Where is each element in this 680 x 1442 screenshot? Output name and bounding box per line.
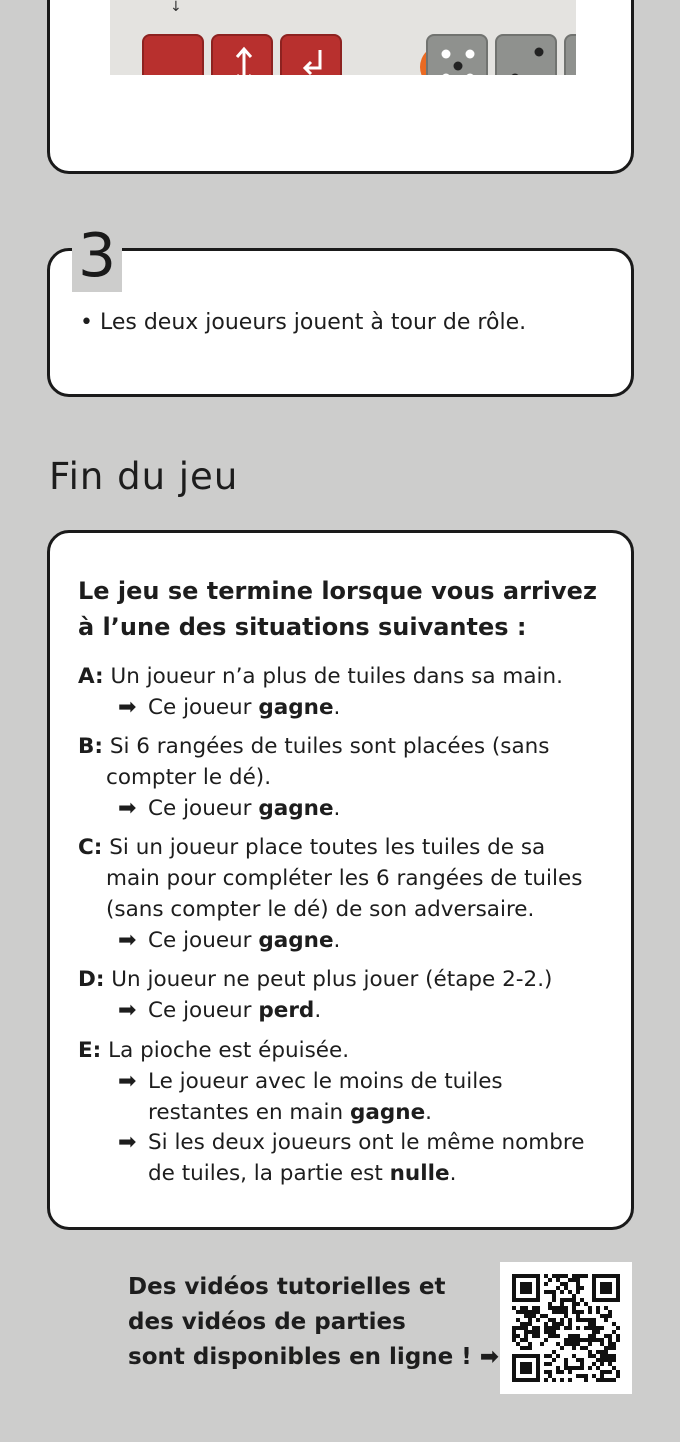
- dice-tile-partial: [564, 34, 576, 75]
- step-3-text: • Les deux joueurs jouent à tour de rôle.: [80, 310, 527, 335]
- arrow-right-icon: ➡: [118, 1069, 137, 1094]
- result-text: restantes en main: [148, 1100, 350, 1125]
- swap-arrows-icon: [213, 36, 275, 75]
- red-tile-blank: [142, 34, 204, 75]
- arrow-right-icon: ➡: [118, 928, 137, 953]
- condition-c-cont-1: [106, 863, 582, 894]
- condition-b: [78, 731, 550, 762]
- promo-line-3: sont disponibles en ligne ! ➡: [128, 1344, 500, 1370]
- result-text: Ce joueur: [148, 796, 259, 821]
- result-punct: .: [425, 1100, 432, 1125]
- condition-b-cont: [106, 762, 271, 793]
- step-number: 3: [72, 220, 122, 292]
- arrow-right-icon: ➡: [118, 796, 137, 821]
- condition-d-result: [118, 995, 321, 1026]
- condition-d: [78, 964, 552, 995]
- dice-two-icon: [497, 36, 559, 75]
- result-text: Ce joueur: [148, 998, 259, 1023]
- condition-e-result-2: [118, 1127, 584, 1158]
- result-punct: .: [449, 1161, 457, 1186]
- result-keyword: gagne: [258, 928, 334, 953]
- condition-text: La pioche est épuisée.: [108, 1038, 350, 1063]
- arrow-right-icon: ➡: [118, 1130, 137, 1155]
- condition-text: (sans compter le dé) de son adversaire.: [106, 897, 535, 922]
- result-keyword: perd: [258, 998, 315, 1023]
- qr-code[interactable]: [500, 1262, 632, 1394]
- result-punct: .: [333, 796, 341, 821]
- condition-e-result-2-cont: [148, 1158, 456, 1189]
- condition-c-cont-2: [106, 894, 534, 925]
- condition-text: Si un joueur place toutes les tuiles de sa: [109, 835, 546, 860]
- condition-a-result: [118, 692, 340, 723]
- dice-tile-five: [426, 34, 488, 75]
- arrow-right-icon: ➡: [118, 998, 137, 1023]
- condition-letter: E:: [78, 1038, 102, 1063]
- result-keyword: nulle: [389, 1161, 450, 1186]
- condition-b-result: [118, 793, 340, 824]
- result-text: Ce joueur: [148, 928, 259, 953]
- illustration-panel: [47, 0, 634, 174]
- result-keyword: gagne: [258, 796, 334, 821]
- result-text: Le joueur avec le moins de tuiles: [148, 1069, 503, 1094]
- result-text: de tuiles, la partie est: [148, 1161, 390, 1186]
- condition-letter: C:: [78, 835, 103, 860]
- condition-letter: D:: [78, 967, 105, 992]
- condition-text: Un joueur ne peut plus jouer (étape 2-2.): [111, 967, 553, 992]
- result-punct: .: [333, 695, 341, 720]
- promo-line-2: des vidéos de parties: [128, 1309, 406, 1335]
- game-illustration: [110, 0, 576, 75]
- result-punct: .: [314, 998, 322, 1023]
- condition-c: [78, 832, 545, 863]
- down-arrow-icon: ↓: [170, 0, 182, 15]
- arrow-right-icon: ➡: [118, 695, 137, 720]
- red-tile-draw: [280, 34, 342, 75]
- condition-e: [78, 1035, 349, 1066]
- red-tile-swap: [211, 34, 273, 75]
- dice-tile-two: [495, 34, 557, 75]
- condition-text: main pour compléter les 6 rangées de tuiles: [106, 866, 583, 891]
- condition-c-result: [118, 925, 340, 956]
- video-promo: [128, 1270, 499, 1375]
- end-intro: Le jeu se termine lorsque vous arrivez à l’une des situations suivantes :: [78, 577, 597, 641]
- condition-text: Si 6 rangées de tuiles sont placées (sans: [109, 734, 550, 759]
- result-text: Si les deux joueurs ont le même nombre: [148, 1130, 585, 1155]
- result-text: Ce joueur: [148, 695, 259, 720]
- section-title: Fin du jeu: [49, 455, 239, 498]
- condition-e-result-1-cont: [148, 1097, 432, 1128]
- condition-text: Un joueur n’a plus de tuiles dans sa main.: [110, 664, 563, 689]
- condition-text: compter le dé).: [106, 765, 272, 790]
- dice-five-icon: [428, 36, 490, 75]
- promo-line-1: Des vidéos tutorielles et: [128, 1274, 446, 1300]
- condition-letter: A:: [78, 664, 104, 689]
- result-punct: .: [333, 928, 341, 953]
- result-keyword: gagne: [349, 1100, 426, 1125]
- draw-tile-icon: [282, 36, 344, 75]
- condition-letter: B:: [78, 734, 103, 759]
- condition-a: [78, 661, 563, 692]
- qr-code-icon: [512, 1274, 620, 1382]
- condition-e-result-1: [118, 1066, 503, 1097]
- result-keyword: gagne: [258, 695, 334, 720]
